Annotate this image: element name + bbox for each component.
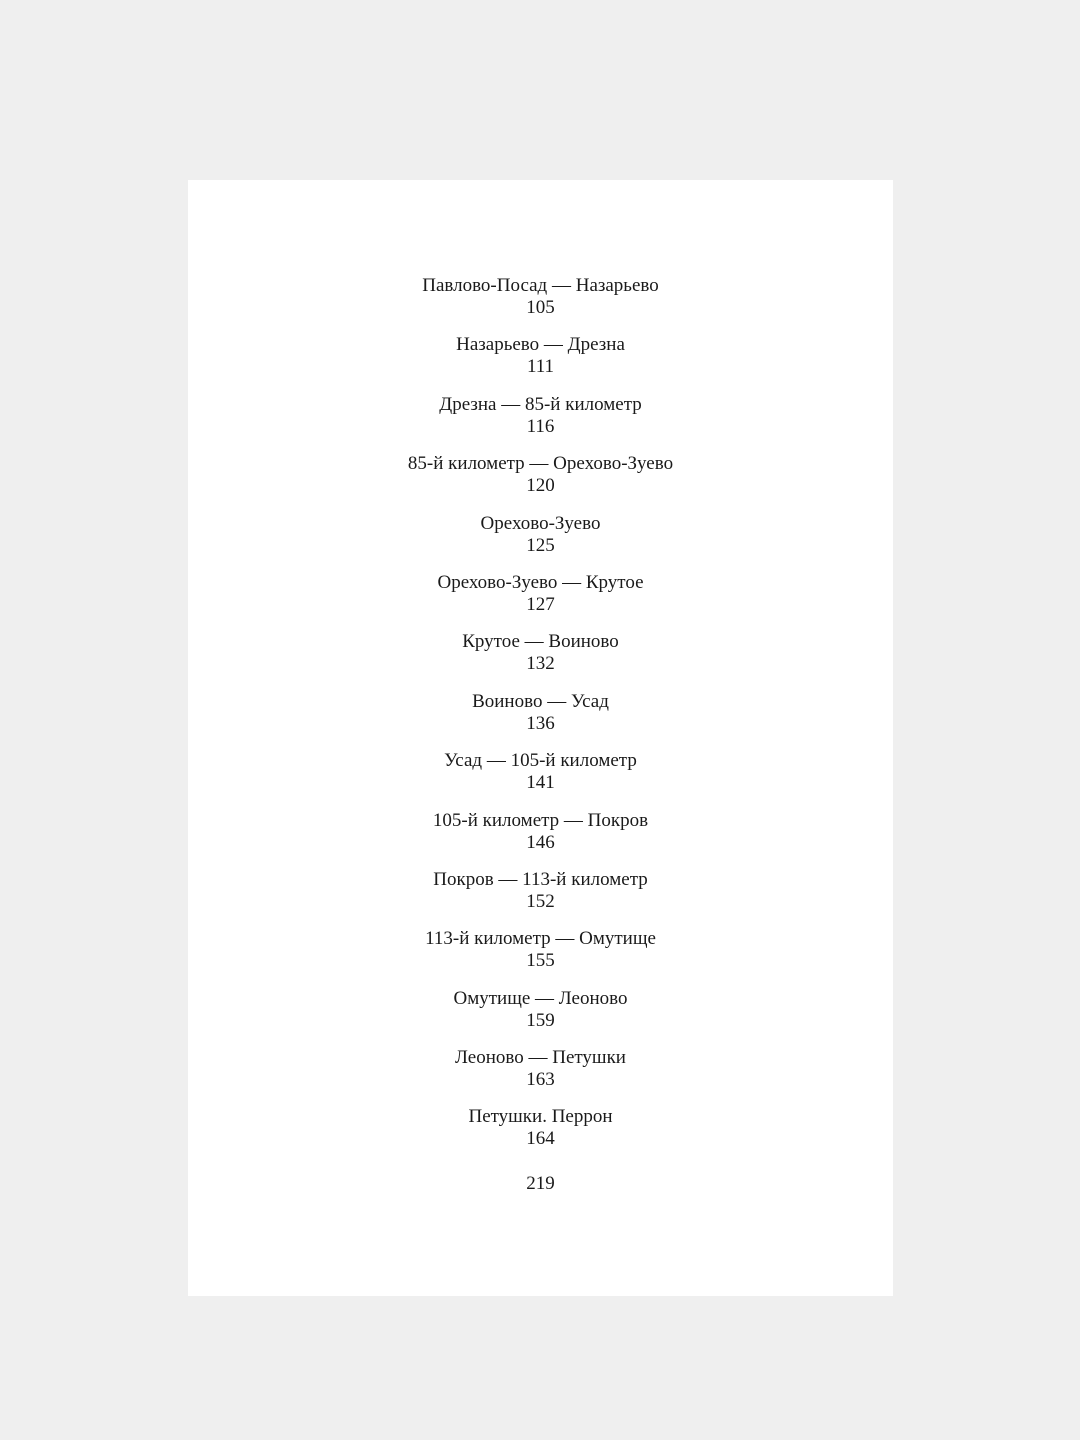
toc-entry-page: 159 xyxy=(526,1009,555,1031)
toc-entry xyxy=(188,394,893,438)
toc-entry-title: Орехово-Зуево — Крутое xyxy=(437,571,644,593)
toc-entry xyxy=(188,691,893,735)
toc-entry-title: Воиново — Усад xyxy=(472,690,609,712)
toc-entry-title: Крутое — Воиново xyxy=(462,631,619,653)
toc-entry-title: 85-й километр — Орехово-Зуево xyxy=(407,453,674,475)
toc-entry-title: Назарьево — Дрезна xyxy=(456,334,625,356)
toc-entry xyxy=(188,810,893,854)
toc-entry xyxy=(188,631,893,675)
toc-entry xyxy=(188,334,893,378)
toc-entry xyxy=(188,869,893,913)
toc-entry-page: 163 xyxy=(526,1069,555,1091)
book-page xyxy=(188,180,893,1296)
toc-entry xyxy=(188,1106,893,1150)
table-of-contents xyxy=(188,275,893,1166)
toc-entry-title: Павлово-Посад — Назарьево xyxy=(422,275,659,296)
toc-entry-title: Леоново — Петушки xyxy=(455,1047,626,1069)
toc-entry-page: 164 xyxy=(526,1128,555,1150)
toc-entry-page: 152 xyxy=(526,890,555,912)
toc-entry-page: 111 xyxy=(526,356,555,378)
toc-entry-title: 113-й километр — Омутище xyxy=(425,928,656,950)
toc-entry-title: Усад — 105-й километр xyxy=(444,750,637,772)
toc-entry xyxy=(188,988,893,1032)
toc-entry xyxy=(188,275,893,319)
toc-entry-title: Омутище — Леоново xyxy=(453,987,628,1009)
toc-entry-page: 127 xyxy=(526,593,555,615)
toc-entry-page: 116 xyxy=(526,415,555,437)
toc-entry xyxy=(188,513,893,557)
toc-entry-page: 132 xyxy=(526,653,555,675)
toc-entry xyxy=(188,750,893,794)
toc-entry-page: 146 xyxy=(526,831,555,853)
page-number: 219 xyxy=(526,1173,555,1194)
toc-entry xyxy=(188,572,893,616)
toc-entry-page: 136 xyxy=(526,712,555,734)
toc-entry xyxy=(188,453,893,497)
toc-entry-title: Дрезна — 85-й километр xyxy=(439,393,642,415)
toc-entry-title: 105-й километр — Покров xyxy=(432,809,649,831)
toc-entry-page: 105 xyxy=(526,297,555,318)
toc-entry-title: Покров — 113-й километр xyxy=(433,868,648,890)
toc-entry xyxy=(188,928,893,972)
toc-entry-page: 155 xyxy=(526,950,555,972)
toc-entry xyxy=(188,1047,893,1091)
toc-entry-page: 120 xyxy=(526,475,555,497)
toc-entry-page: 141 xyxy=(526,772,555,794)
toc-entry-title: Орехово-Зуево xyxy=(480,512,601,534)
toc-entry-title: Петушки. Перрон xyxy=(468,1106,613,1128)
toc-entry-page: 125 xyxy=(526,534,555,556)
